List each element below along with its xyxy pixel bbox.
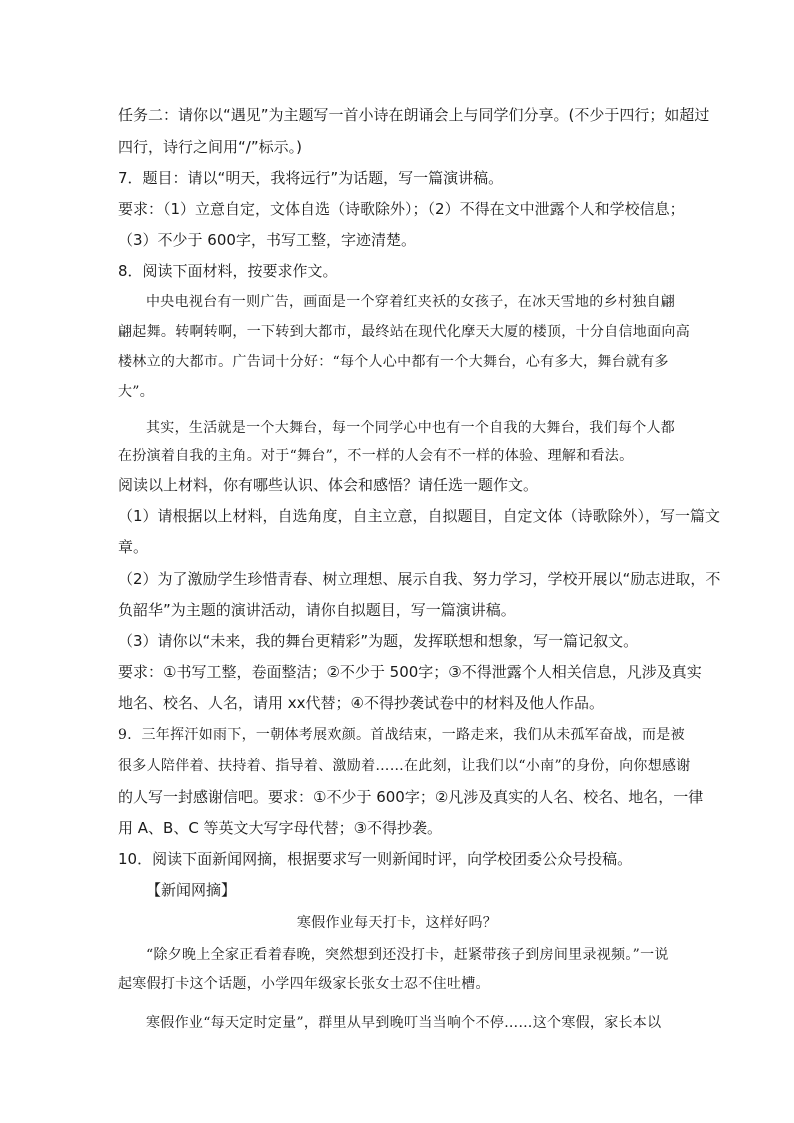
task-two-line-1: 任务二：请你以“遇见”为主题写一首小诗在朗诵会上与同学们分享。(不少于四行；如超过 xyxy=(118,106,710,124)
material-para-1-line-2: 翩起舞。转啊转啊，一下转到大都市，最终站在现代化摩天大厦的楼顶，十分自信地面向高 xyxy=(118,324,690,340)
task-two-line-2: 四行，诗行之间用“/”标示。) xyxy=(118,138,302,156)
option-2-line-2: 负韶华”为主题的演讲活动，请你自拟题目，写一篇演讲稿。 xyxy=(118,601,516,619)
news-para-1-line-2: 起寒假打卡这个话题，小学四年级家长张女士忍不住吐槽。 xyxy=(118,976,490,992)
material-para-1-line-3: 楼林立的大都市。广告词十分好：“每个人心中都有一个大舞台，心有多大，舞台就有多 xyxy=(118,354,669,370)
question-8-title: 8．阅读下面材料，按要求作文。 xyxy=(118,262,338,280)
material-para-1-line-1: 中央电视台有一则广告，画面是一个穿着红夹袄的女孩子，在冰天雪地的乡村独自翩 xyxy=(146,294,676,310)
option-1-line-2: 章。 xyxy=(118,538,149,556)
question-8-requirements-1: 要求：①书写工整，卷面整洁；②不少于 500字；③不得泄露个人相关信息，凡涉及真实 xyxy=(118,663,702,681)
question-7-requirements-2: （3）不少于 600字，书写工整，字迹清楚。 xyxy=(118,231,416,249)
option-2-line-1: （2）为了激励学生珍惜青春、树立理想、展示自我、努力学习，学校开展以“励志进取，不 xyxy=(118,570,721,588)
material-para-2-line-2: 在扮演着自我的主角。对于“舞台”，不一样的人会有不一样的体验、理解和看法。 xyxy=(118,448,634,464)
question-7-requirements-1: 要求：（1）立意自定，文体自选（诗歌除外）；（2）不得在文中泄露个人和学校信息； xyxy=(118,200,685,218)
option-3: （3）请你以“未来，我的舞台更精彩”为题，发挥联想和想象，写一篇记叙文。 xyxy=(118,632,639,650)
news-para-1-line-1: “除夕晚上全家正看着春晚，突然想到还没打卡，赶紧带孩子到房间里录视频。”一说 xyxy=(146,947,669,963)
question-9-line-3: 的人写一封感谢信吧。要求：①不少于 600字；②凡涉及真实的人名、校名、地名，一律 xyxy=(118,788,704,806)
question-10-title: 10．阅读下面新闻网摘，根据要求写一则新闻时评，向学校团委公众号投稿。 xyxy=(118,850,633,868)
material-para-1-line-4: 大”。 xyxy=(118,384,155,400)
question-7-title: 7．题目：请以“明天，我将远行”为话题，写一篇演讲稿。 xyxy=(118,169,504,187)
question-8-requirements-2: 地名、校名、人名，请用 xx代替；④不得抄袭试卷中的材料及他人作品。 xyxy=(118,694,604,712)
option-1-line-1: （1）请根据以上材料，自选角度，自主立意，自拟题目，自定文体（诗歌除外），写一篇文 xyxy=(118,507,721,525)
question-9-line-1: 9．三年挥汗如雨下，一朝体考展欢颜。首战结束，一路走来，我们从未孤军奋战，而是被 xyxy=(118,727,685,743)
material-para-2-line-1: 其实，生活就是一个大舞台，每一个同学心中也有一个自我的大舞台，我们每个人都 xyxy=(146,420,676,436)
news-para-2-line-1: 寒假作业“每天定时定量”，群里从早到晚叮当当响个不停……这个寒假，家长本以 xyxy=(146,1015,662,1031)
news-excerpt-label: 【新闻网摘】 xyxy=(146,881,237,899)
news-headline: 寒假作业每天打卡，这样好吗？ xyxy=(296,915,498,931)
question-9-line-4: 用 A、B、C 等英文大写字母代替；③不得抄袭。 xyxy=(118,819,443,837)
question-9-line-2: 很多人陪伴着、扶持着、指导着、激励着……在此刻，让我们以“小南”的身份，向你想感谢 xyxy=(118,758,691,774)
question-8-prompt: 阅读以上材料，你有哪些认识、体会和感悟？请任选一题作文。 xyxy=(118,476,539,494)
